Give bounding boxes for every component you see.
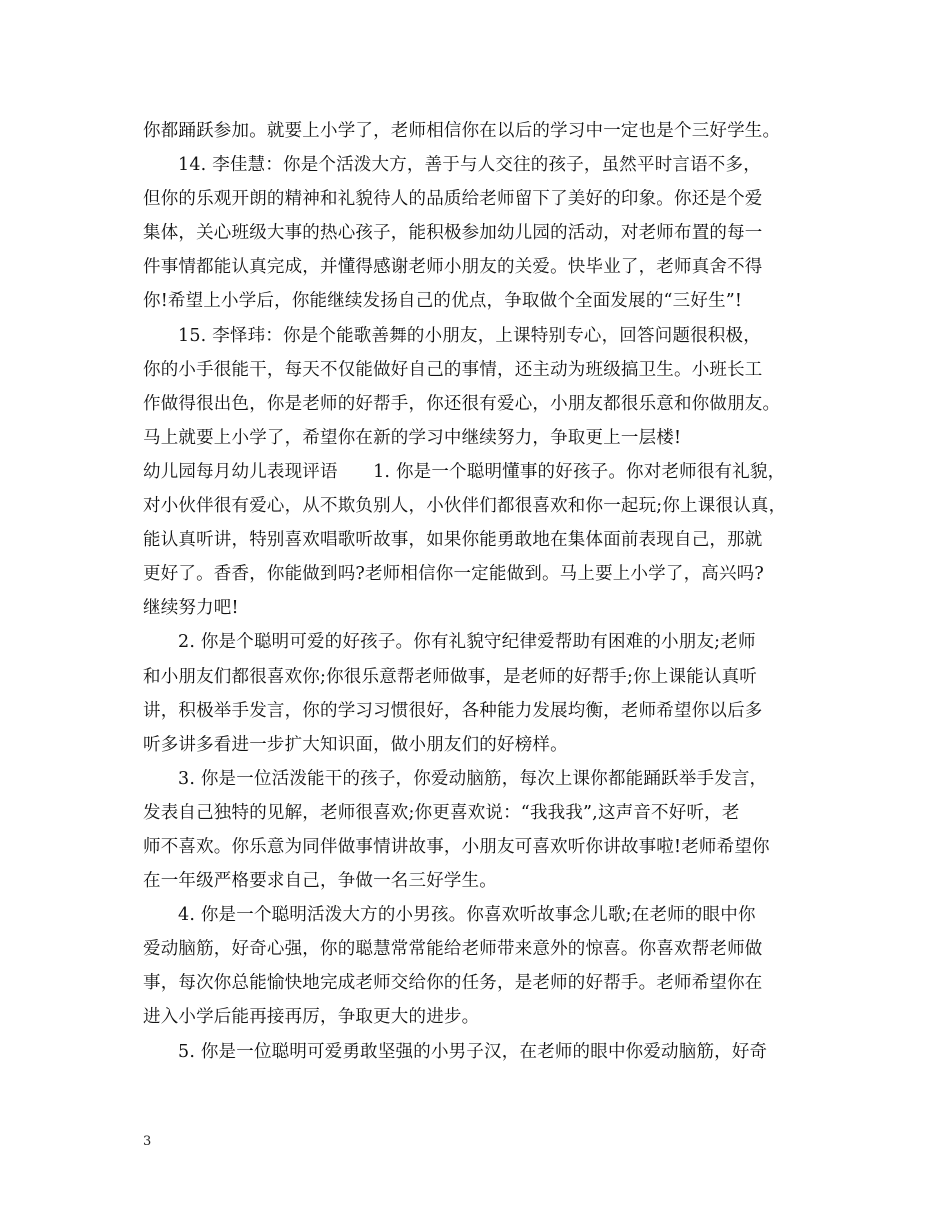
text-line: 进入小学后能再接再厉，争取更大的进步。: [143, 1007, 480, 1028]
document-body: [143, 114, 823, 1069]
text-line: 4. 你是一个聪明活泼大方的小男孩。你喜欢听故事念儿歌;在老师的眼中你: [178, 905, 756, 926]
text-line: 爱动脑筋，好奇心强，你的聪慧常常能给老师带来意外的惊喜。你喜欢帮老师做: [143, 939, 763, 960]
text-line: 集体，关心班级大事的热心孩子，能积极参加幼儿园的活动，对老师布置的每一: [143, 223, 763, 244]
text-line: 3. 你是一位活泼能干的孩子，你爱动脑筋，每次上课你都能踊跃举手发言，: [178, 768, 768, 789]
page-number: 3: [143, 1134, 152, 1149]
text-line: 5. 你是一位聪明可爱勇敢坚强的小男子汉，在老师的眼中你爱动脑筋，好奇: [178, 1041, 768, 1062]
text-line: 马上就要上小学了，希望你在新的学习中继续努力，争取更上一层楼!: [143, 427, 682, 448]
text-line: 14. 李佳慧：你是个活泼大方，善于与人交往的孩子，虽然平时言语不多，: [178, 155, 761, 176]
text-line: 但你的乐观开朗的精神和礼貌待人的品质给老师留下了美好的印象。你还是个爱: [143, 189, 763, 210]
text-line: 你的小手很能干，每天不仅能做好自己的事情，还主动为班级搞卫生。小班长工: [143, 359, 763, 380]
text-line: 件事情都能认真完成，并懂得感谢老师小朋友的关爱。快毕业了，老师真舍不得: [143, 257, 763, 278]
text-line: 更好了。香香，你能做到吗?老师相信你一定能做到。马上要上小学了，高兴吗?: [143, 564, 764, 585]
text-line: 2. 你是个聪明可爱的好孩子。你有礼貌守纪律爱帮助有困难的小朋友;老师: [178, 632, 756, 653]
text-line: 作做得很出色，你是老师的好帮手，你还很有爱心，小朋友都很乐意和你做朋友。: [143, 393, 781, 414]
text-line: 发表自己独特的见解，老师很喜欢;你更喜欢说：“我我我”,这声音不好听，老: [143, 802, 740, 823]
text-line: 讲，积极举手发言，你的学习习惯很好，各种能力发展均衡，老师希望你以后多: [143, 700, 763, 721]
text-line: 你!希望上小学后，你能继续发扬自己的优点，争取做个全面发展的“三好生”!: [143, 291, 743, 312]
text-line: 继续努力吧!: [143, 598, 239, 619]
text-line: 听多讲多看进一步扩大知识面，做小朋友们的好榜样。: [143, 734, 568, 755]
text-line: 能认真听讲，特别喜欢唱歌听故事，如果你能勇敢地在集体面前表现自己，那就: [143, 530, 763, 551]
text-line: 对小伙伴很有爱心，从不欺负别人，小伙伴们都很喜欢和你一起玩;你上课很认真，: [143, 496, 787, 517]
text-line: 幼儿园每月幼儿表现评语 1. 你是一个聪明懂事的好孩子。你对老师很有礼貌，: [143, 461, 786, 482]
text-line: 和小朋友们都很喜欢你;你很乐意帮老师做事，是老师的好帮手;你上课能认真听: [143, 666, 757, 687]
text-line: 事，每次你总能愉快地完成老师交给你的任务，是老师的好帮手。老师希望你在: [143, 973, 763, 994]
text-line: 在一年级严格要求自己，争做一名三好学生。: [143, 871, 497, 892]
text-line: 你都踊跃参加。就要上小学了，老师相信你在以后的学习中一定也是个三好学生。: [143, 121, 781, 141]
text-line: 15. 李怿玮：你是个能歌善舞的小朋友，上课特别专心，回答问题很积极，: [178, 325, 761, 346]
text-line: 师不喜欢。你乐意为同伴做事情讲故事，小朋友可喜欢听你讲故事啦!老师希望你: [143, 836, 770, 857]
